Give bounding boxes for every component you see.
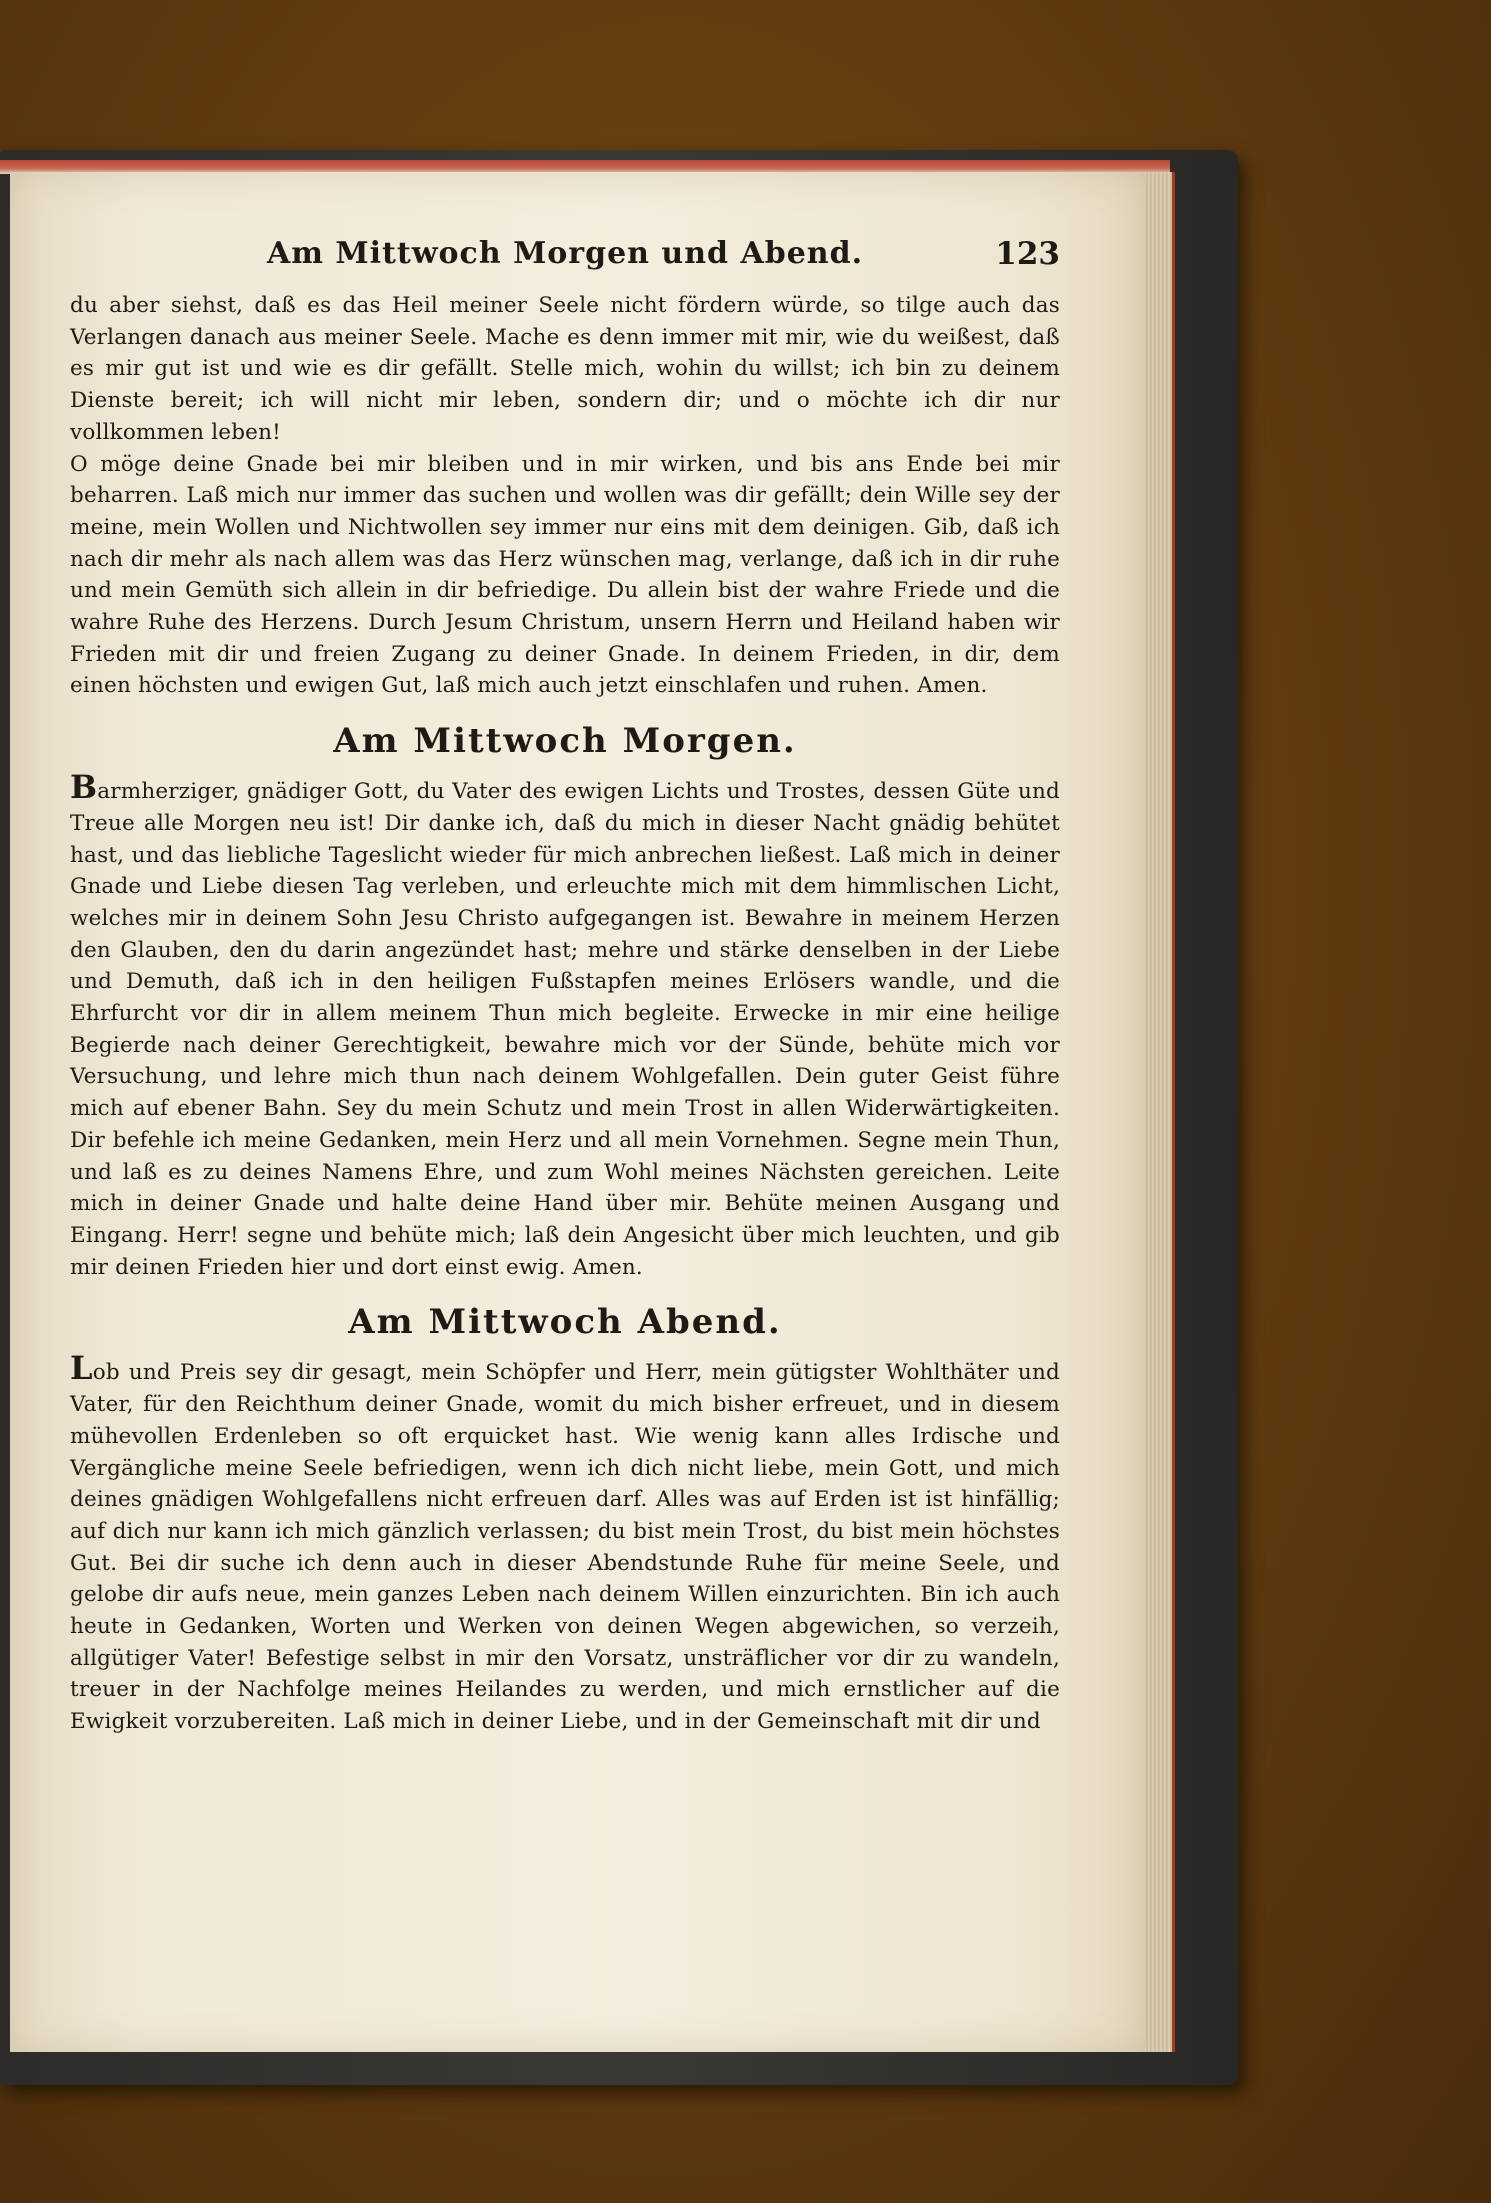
morning-dropcap: B — [70, 768, 98, 807]
morning-prayer — [70, 768, 1060, 1283]
page-content — [70, 236, 1060, 1738]
morning-text: armherziger, gnädiger Gott, du Vater des ewigen Lichts und Trostes, dessen Güte und Treue alle Morgen neu ist! Dir danke ich, daß du mich in dieser Nacht gnädig behütet hast, und das liebliche Tageslicht wieder für mich anbrechen ließest. Laß mich in deiner Gnade und Liebe diesen Tag verleben, und erleuchte mich mit dem himmlischen Licht, welches mir in deinem Sohn Jesu Christo aufgegangen ist. Bewahre in meinem Herzen den Glauben, den du darin angezündet hast; mehre und stärke denselben in der Liebe und Demuth, daß ich in den heiligen Fußstapfen meines Erlösers wandle, und die Ehrfurcht vor dir in allem meinem Thun mich begleite. Erwecke in mir eine heilige Begierde nach deiner Gerechtigkeit, bewahre mich vor der Sünde, behüte mich vor Versuchung, und lehre mich thun nach deinem Wohlgefallen. Dein guter Geist führe mich auf ebener Bahn. Sey du mein Schutz und mein Trost in allen Widerwärtigkeiten. Dir befehle ich meine Gedanken, mein Herz und all mein Vornehmen. Segne mein Thun, und laß es zu deines Namens Ehre, und zum Wohl meines Nächsten gereichen. Leite mich in deiner Gnade und halte deine Hand über mir. Behüte meinen Ausgang und Eingang. Herr! segne und behüte mich; laß dein Angesicht über mich leuchten, und gib mir deinen Frieden hier und dort einst ewig. Amen. — [70, 779, 1060, 1280]
evening-paragraph — [70, 1349, 1060, 1737]
evening-heading: Am Mittwoch Abend. — [348, 1302, 782, 1343]
page-number: 123 — [995, 236, 1060, 272]
morning-heading: Am Mittwoch Morgen. — [333, 721, 797, 762]
continuation-text — [70, 290, 1060, 702]
book-page — [10, 172, 1145, 2052]
continuation-paragraph: O möge deine Gnade bei mir bleiben und in mir wirken, und bis ans Ende bei mir beharren. Laß mich nur immer das suchen und wollen was dir gefällt; dein Wille sey der meine, mein Wollen und Nichtwollen sey immer nur eins mit dem deinigen. Gib, daß ich nach dir mehr als nach allem was das Herz wünschen mag, verlange, daß ich in dir ruhe und mein Gemüth sich allein in dir befriedige. Du allein bist der wahre Friede und die wahre Ruhe des Herzens. Durch Jesum Christum, unsern Herrn und Heiland haben wir Frieden mit dir und freien Zugang zu deiner Gnade. In deinem Frieden, in dir, dem einen höchsten und ewigen Gut, laß mich auch jetzt einschlafen und ruhen. Amen. — [70, 451, 1060, 699]
page-stack-edge — [1140, 172, 1175, 2052]
running-title: Am Mittwoch Morgen und Abend. — [266, 236, 864, 271]
evening-dropcap: L — [70, 1349, 93, 1388]
running-head — [70, 236, 1060, 290]
morning-paragraph — [70, 768, 1060, 1283]
continuation-paragraph: du aber siehst, daß es das Heil meiner Seele nicht fördern würde, so tilge auch das Verlangen danach aus meiner Seele. Mache es denn immer mit mir, wie du weißest, daß es mir gut ist und wie es dir gefällt. Stelle mich, wohin du willst; ich bin zu deinem Dienste bereit; ich will nicht mir leben, sondern dir; und o möchte ich dir nur vollkommen leben! — [70, 293, 1060, 445]
evening-prayer — [70, 1349, 1060, 1737]
evening-text: ob und Preis sey dir gesagt, mein Schöpfer und Herr, mein gütigster Wohlthäter und Vater, für den Reichthum deiner Gnade, womit du mich bisher erfreuet, und in diesem mühevollen Erdenleben so oft erquicket hast. Wie wenig kann alles Irdische und Vergängliche meine Seele befriedigen, wenn ich dich nicht liebe, mein Gott, und mich deines gnädigen Wohlgefallens nicht erfreuen darf. Alles was auf Erden ist ist hinfällig; auf dich nur kann ich mich gänzlich verlassen; du bist mein Trost, du bist mein höchstes Gut. Bei dir suche ich denn auch in dieser Abendstunde Ruhe für meine Seele, und gelobe dir aufs neue, mein ganzes Leben nach deinem Willen einzurichten. Bin ich auch heute in Gedanken, Worten und Werken von deinen Wegen abgewichen, so verzeih, allgütiger Vater! Befestige selbst in mir den Vorsatz, unsträflicher vor dir zu wandeln, treuer in der Nachfolge meines Heilandes zu werden, und mich ernstlicher auf die Ewigkeit vorzubereiten. Laß mich in deiner Liebe, und in der Gemeinschaft mit dir und — [70, 1360, 1060, 1735]
